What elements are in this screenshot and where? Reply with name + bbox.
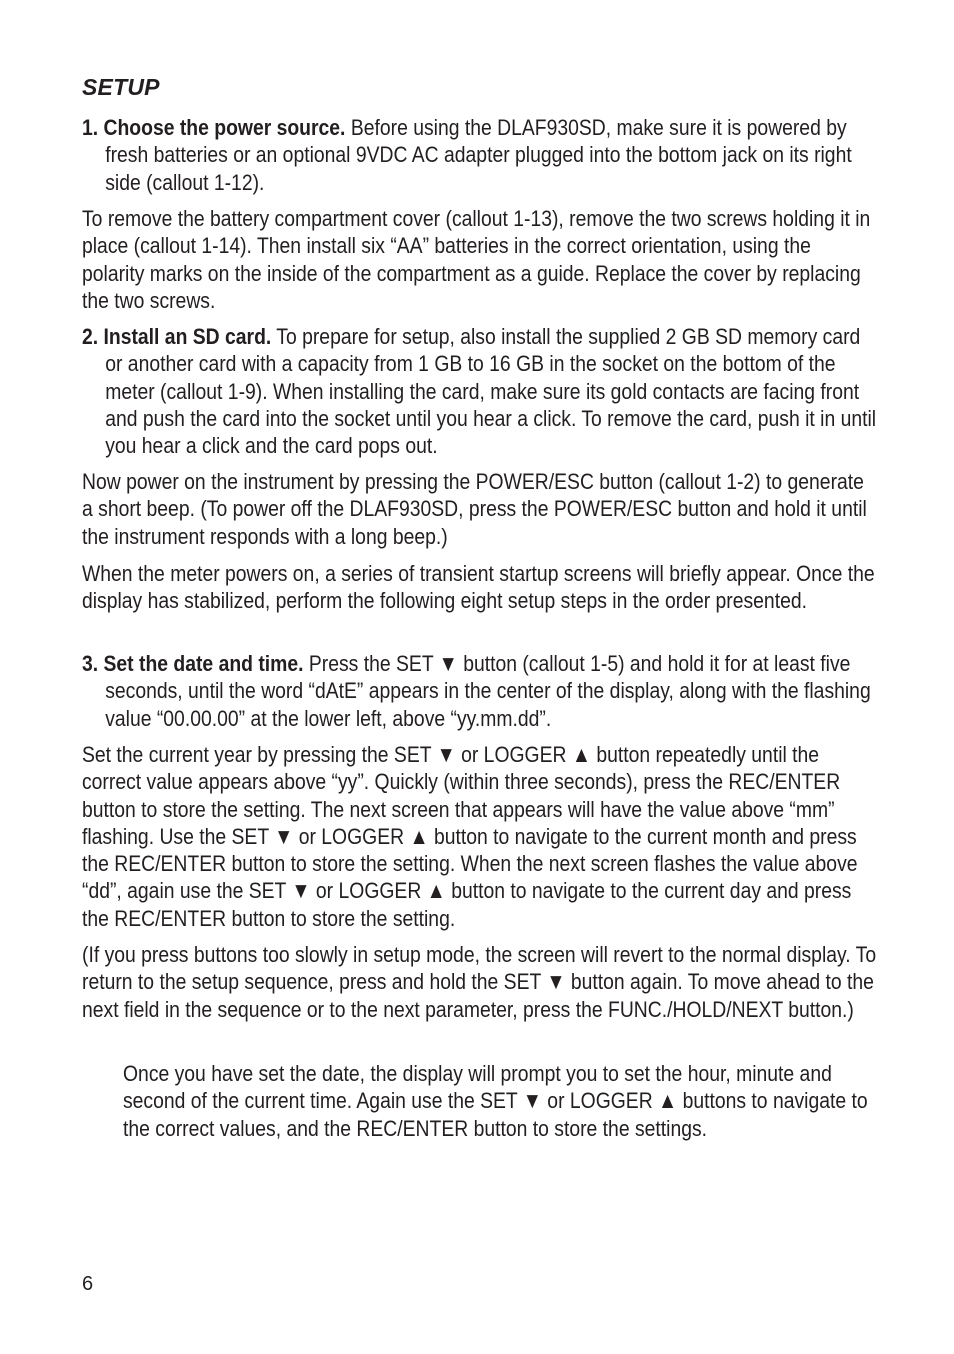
slow-press-text: (If you press buttons too slowly in setup mode, the screen will revert to the normal display. To return to the setup sequence, press and hold the SET ▼ button again. To move ahead to the next field in the sequence or to the next parameter, press the FUNC./HOLD/NEXT button.) <box>82 942 877 1022</box>
startup-paragraph <box>82 560 877 615</box>
battery-text: To remove the battery compartment cover (callout 1-13), remove the two screws holding it in place (callout 1-14). Then install six “AA” batteries in the correct orientation, using the polarity marks on the inside of the compartment as a guide. Replace the cover by replacing the two screws. <box>82 206 871 313</box>
startup-text: When the meter powers on, a series of transient startup screens will briefly appear. Once the display has stabilized, perform the following eight setup steps in the order presented. <box>82 561 875 614</box>
time-setting-paragraph <box>123 1060 883 1142</box>
year-setting-text: Set the current year by pressing the SET ▼ or LOGGER ▲ button repeatedly until the correct value appears above “yy”. Quickly (within three seconds), press the REC/ENTER button to store the setting. The next screen that appears will have the value above “mm” flashing. Use the SET ▼ or LOGGER ▲ button to navigate to the current month and press the REC/ENTER button to store the setting. When the next screen flashes the value above “dd”, again use the SET ▼ or LOGGER ▲ button to navigate to the current day and press the REC/ENTER button to store the setting. <box>82 742 858 931</box>
time-setting-text: Once you have set the date, the display will prompt you to set the hour, minute and second of the current time. Again use the SET ▼ or LOGGER ▲ buttons to navigate to the correct values, and the REC/ENTER button to store the settings. <box>123 1061 868 1141</box>
step-2-label: 2. Install an SD card. <box>82 324 272 349</box>
power-text: Now power on the instrument by pressing the POWER/ESC button (callout 1-2) to generate a short beep. (To power off the DLAF930SD, press the POWER/ESC button and hold it until the instrument responds with a long beep.) <box>82 469 867 549</box>
step-1-text: Before using the DLAF930SD, make sure it is powered by fresh batteries or an optional 9VDC AC adapter plugged into the bottom jack on its right side (callout 1-12). <box>105 115 852 195</box>
page-number: 6 <box>82 1273 94 1295</box>
step-3-paragraph <box>82 650 877 732</box>
slow-press-paragraph <box>82 941 877 1023</box>
step-2-text: To prepare for setup, also install the supplied 2 GB SD memory card or another card with a capacity from 1 GB to 16 GB in the socket on the bottom of the meter (callout 1-9). When installing the card, make sure its gold contacts are facing front and push the card into the socket until you hear a click. To remove the card, push it in until you hear a click and the card pops out. <box>105 324 877 459</box>
power-paragraph <box>82 468 877 550</box>
step-2-paragraph <box>82 323 877 459</box>
step-1-label: 1. Choose the power source. <box>82 115 346 140</box>
step-3-text: Press the SET ▼ button (callout 1-5) and hold it for at least five seconds, until the word “dAtE” appears in the center of the display, along with the flashing value “00.00.00” at the lower left, above “yy.mm.dd”. <box>105 651 871 731</box>
section-heading: SETUP <box>82 74 160 100</box>
battery-paragraph <box>82 205 877 314</box>
year-setting-paragraph <box>82 741 877 932</box>
step-3-label: 3. Set the date and time. <box>82 651 304 676</box>
step-1-paragraph <box>82 114 877 196</box>
